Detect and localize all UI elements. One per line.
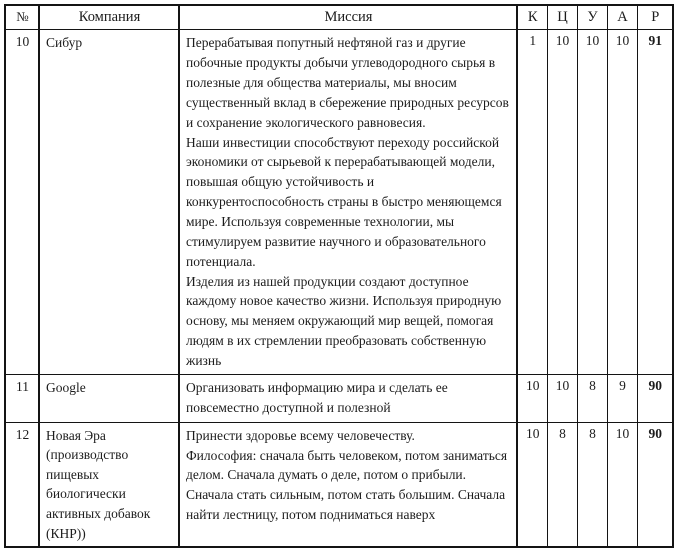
cell-number: 12 bbox=[5, 422, 39, 547]
column-header-k: К bbox=[517, 5, 547, 30]
cell-score-u: 10 bbox=[577, 30, 607, 374]
column-header-a: А bbox=[607, 5, 637, 30]
cell-score-u: 8 bbox=[577, 374, 607, 422]
cell-mission bbox=[179, 30, 517, 374]
cell-company: Google bbox=[39, 374, 179, 422]
column-header-u: У bbox=[577, 5, 607, 30]
cell-score-k: 1 bbox=[517, 30, 547, 374]
table-row bbox=[5, 374, 673, 422]
column-header-c: Ц bbox=[547, 5, 577, 30]
cell-mission bbox=[179, 374, 517, 422]
cell-score-u: 8 bbox=[577, 422, 607, 547]
cell-score-a: 10 bbox=[607, 422, 637, 547]
cell-number: 11 bbox=[5, 374, 39, 422]
mission-paragraph: Наши инвестиции способствуют переходу российской экономики от сырьевой к перерабатывающей модели, повышая общую устойчивость и конкурентоспособность страны в быстро меняющемся мире. Используя современные технологии, мы стимулируем развитие научного и образовательного потенциала. bbox=[186, 134, 502, 269]
cell-score-c: 10 bbox=[547, 374, 577, 422]
cell-score-r: 90 bbox=[637, 374, 673, 422]
cell-score-r: 91 bbox=[637, 30, 673, 374]
cell-score-r: 90 bbox=[637, 422, 673, 547]
mission-ratings-table bbox=[4, 4, 674, 548]
cell-score-c: 10 bbox=[547, 30, 577, 374]
cell-score-k: 10 bbox=[517, 422, 547, 547]
column-header-mission: Миссия bbox=[179, 5, 517, 30]
mission-paragraph: Перерабатывая попутный нефтяной газ и другие побочные продукты добычи углеводородного сырья в полезные для общества материалы, мы вносим существенный вклад в сбережение природных ресурсов и сохранение экологического равновесия. bbox=[186, 35, 509, 130]
column-header-number: № bbox=[5, 5, 39, 30]
cell-score-a: 10 bbox=[607, 30, 637, 374]
table-row bbox=[5, 30, 673, 374]
mission-paragraph: Организовать информацию мира и сделать ее повсеместно доступной и полезной bbox=[186, 379, 448, 415]
cell-company: Новая Эра (производство пищевых биологически активных добавок (КНР)) bbox=[39, 422, 179, 547]
mission-paragraph: Принести здоровье всему человечеству. bbox=[186, 427, 415, 443]
table-header-row bbox=[5, 5, 673, 30]
column-header-r: Р bbox=[637, 5, 673, 30]
mission-paragraph: Изделия из нашей продукции создают доступное каждому новое качество жизни. Используя природную основу, мы меняем окружающий мир вещей, помогая людям в их стремлении преобразовать собственную жизнь bbox=[186, 273, 502, 368]
table-body bbox=[5, 30, 673, 547]
cell-company: Сибур bbox=[39, 30, 179, 374]
table-row bbox=[5, 422, 673, 547]
mission-paragraph: Философия: сначала быть человеком, потом заниматься делом. Сначала думать о деле, потом о прибыли. Сначала стать сильным, потом стать большим. Сначала найти лестницу, потом подниматься наверх bbox=[186, 447, 508, 523]
cell-score-c: 8 bbox=[547, 422, 577, 547]
cell-number: 10 bbox=[5, 30, 39, 374]
cell-mission bbox=[179, 422, 517, 547]
cell-score-a: 9 bbox=[607, 374, 637, 422]
column-header-company: Компания bbox=[39, 5, 179, 30]
cell-score-k: 10 bbox=[517, 374, 547, 422]
table-header bbox=[5, 5, 673, 30]
